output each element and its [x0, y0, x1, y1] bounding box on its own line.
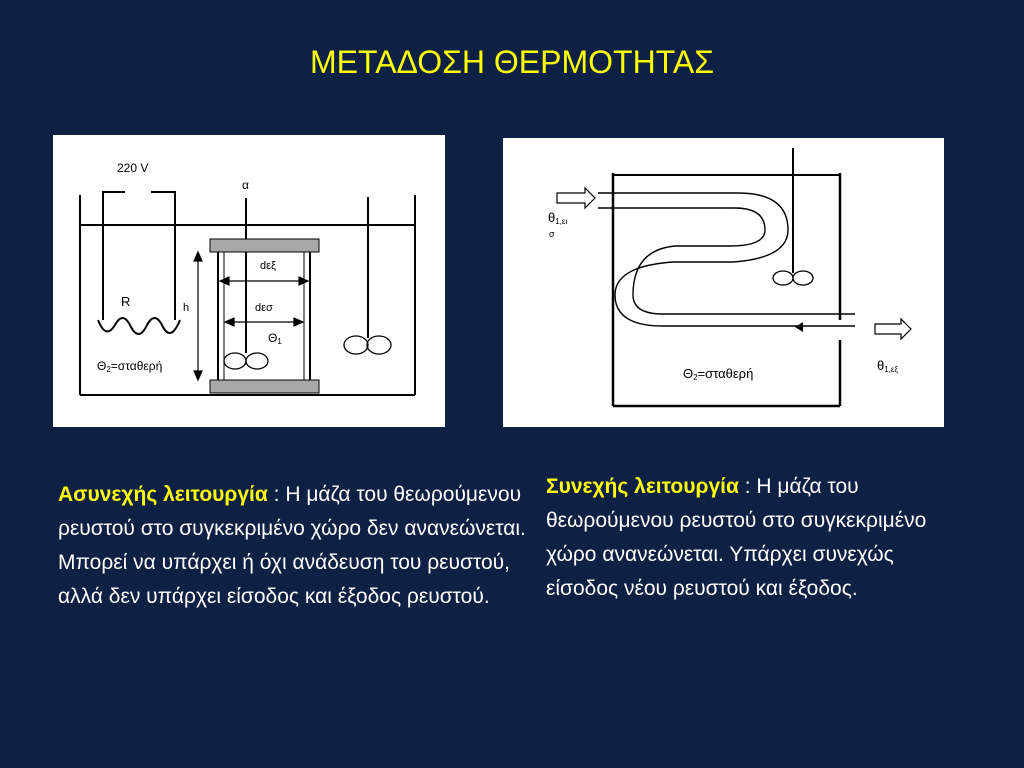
theta2-constant-label: $\Theta_2=\sigma\tau\alpha\theta\varepsilon\rho ή$	[97, 359, 163, 374]
flow-direction-marker	[795, 322, 803, 332]
batch-vessel-drawing	[53, 135, 445, 427]
inlet-arrow	[557, 188, 595, 208]
batch-operation-heading: Ασυνεχής λειτουργία	[58, 483, 268, 506]
theta2-constant-label: $\Theta_2=\sigma\tau\alpha\theta\varepsilon\rho ή$	[683, 366, 754, 382]
continuous-operation-heading: Συνεχής λειτουργία	[546, 475, 739, 498]
stirrer-blade-right	[793, 271, 813, 285]
height-arrow-bottom	[194, 371, 202, 380]
voltage-label: 220 V	[117, 161, 149, 175]
outer-stirrer-blade-left	[344, 336, 368, 354]
inner-stirrer-blade-right	[246, 353, 268, 369]
batch-operation-description	[58, 478, 528, 614]
heater-lead-right	[151, 192, 175, 320]
inner-diameter-arrow-left	[225, 318, 234, 326]
continuous-operation-description	[546, 470, 966, 606]
batch-operation-text: : Η μάζα του θεωρούμενου ρευστού στο συγκεκριμένο χώρο δεν ανανεώνεται. Μπορεί να υπάρχει ή όχι ανάδευση του ρευστού, αλλά δεν υπάρχει είσοδος και έξοδος ρευστού.	[58, 483, 526, 608]
inlet-temperature-label: $\theta_{1,\varepsilon\iota}$	[548, 210, 568, 226]
resistor-label: R	[121, 294, 131, 309]
cylinder-top-cap	[210, 239, 319, 252]
continuous-operation-text: : Η μάζα του θεωρούμενου ρευστού στο συγκεκριμένο χώρο ανανεώνεται. Υπάρχει συνεχώς είσοδος νέου ρευστού και έξοδος.	[546, 475, 927, 600]
continuous-vessel-diagram	[503, 138, 944, 427]
cylinder-bottom-cap	[210, 380, 319, 393]
alpha-label: α	[242, 178, 249, 192]
height-label: h	[183, 302, 190, 314]
outer-stirrer-blade-right	[367, 336, 391, 354]
heater-coil	[98, 318, 180, 334]
stirrer-blade-left	[773, 271, 793, 285]
inner-diameter-label: dεσ	[255, 302, 273, 314]
inlet-temperature-label-cont: σ	[549, 229, 555, 239]
outlet-temperature-label: $\theta_{1,\varepsilon\xi}$	[877, 358, 899, 374]
inner-stirrer-blade-left	[224, 353, 246, 369]
page-title: ΜΕΤΑΔΟΣΗ ΘΕΡΜΟΤΗΤΑΣ	[310, 44, 714, 80]
outer-diameter-label: dεξ	[260, 260, 276, 272]
height-arrow-top	[194, 252, 202, 261]
tube-inner-wall	[598, 208, 855, 314]
continuous-vessel-drawing	[503, 138, 944, 427]
theta1-label: $\Theta_1$	[268, 331, 282, 346]
outlet-arrow	[875, 319, 911, 339]
inner-diameter-arrow-right	[294, 318, 303, 326]
batch-vessel-diagram	[53, 135, 445, 427]
